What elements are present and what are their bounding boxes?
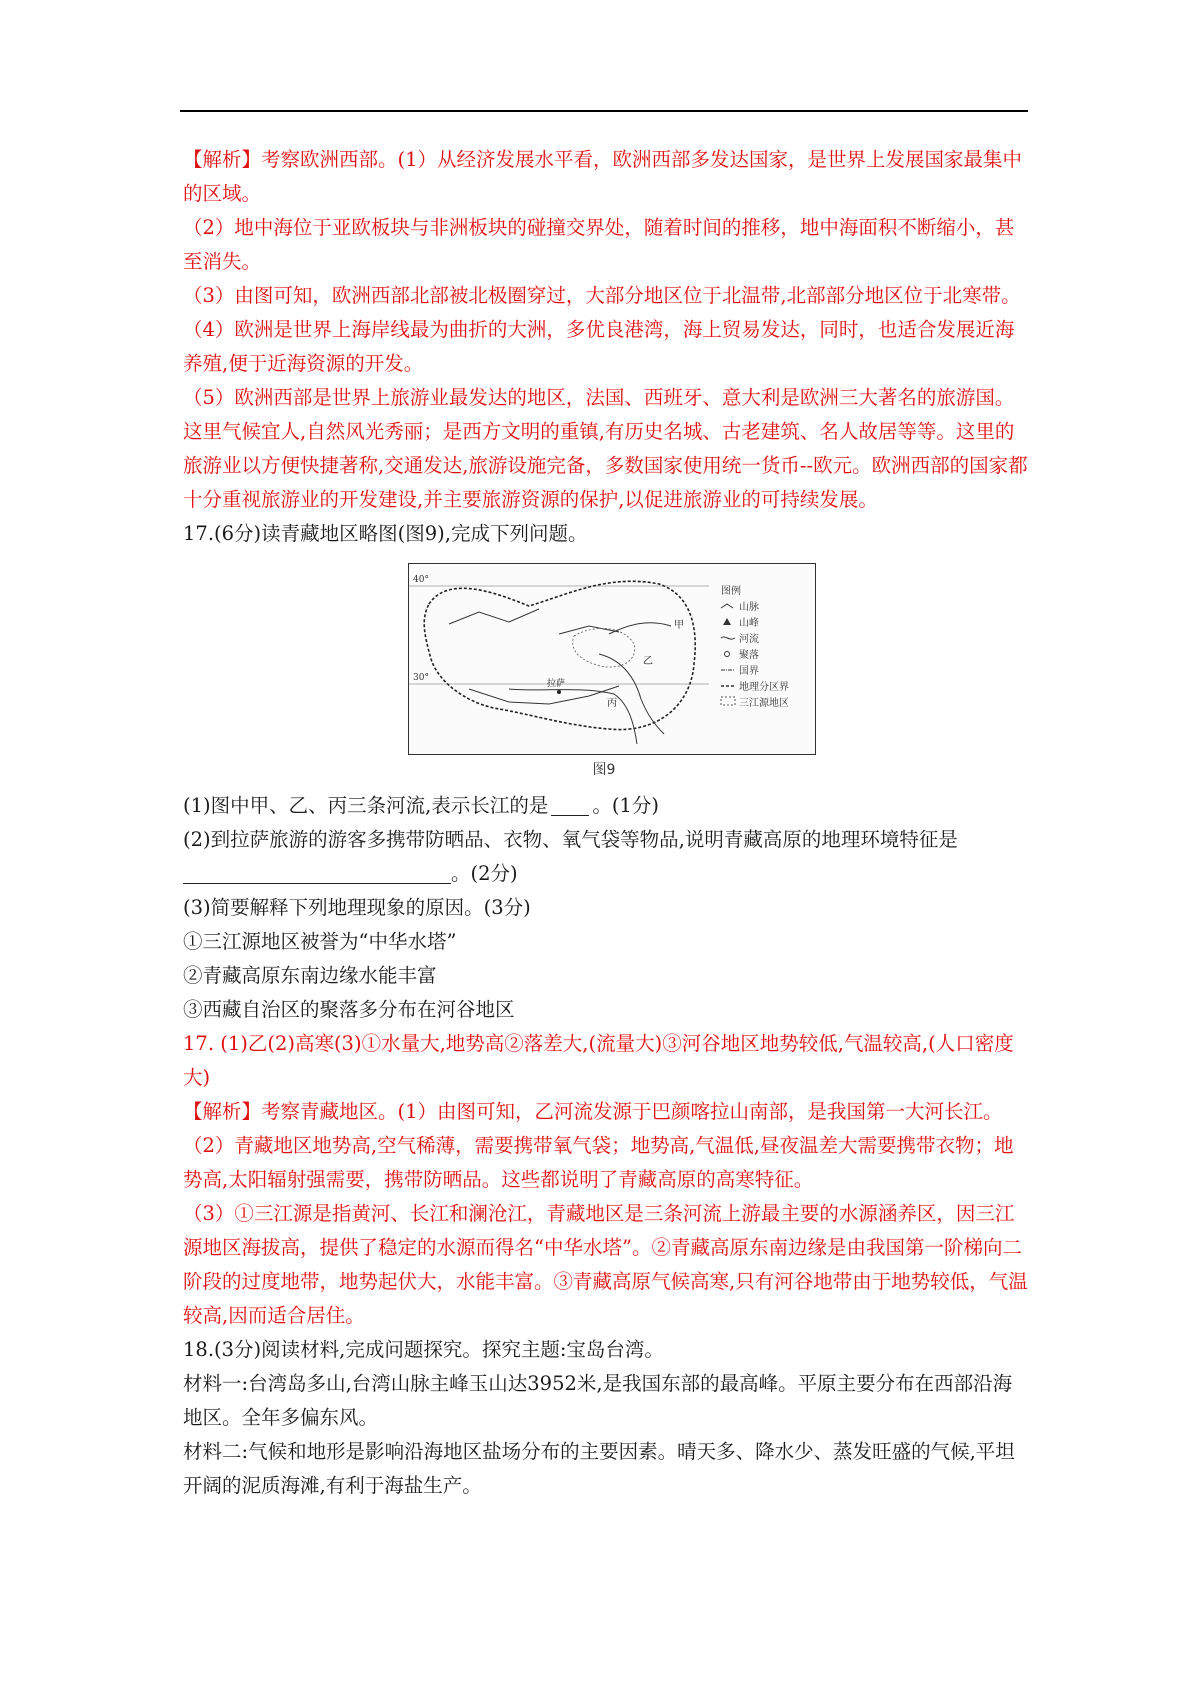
question-17-analysis-1: 【解析】考察青藏地区。(1）由图可知，乙河流发源于巴颜喀拉山南部，是我国第一大河长江。: [183, 1100, 1003, 1123]
mountain-range-kunlun: [449, 609, 539, 624]
lhasa-dot: [557, 690, 561, 694]
river-bing-label: 丙: [607, 698, 617, 709]
svg-text:国界: 国界: [739, 666, 759, 677]
question-17-item-1: ①三江源地区被誉为“中华水塔”: [183, 930, 457, 953]
svg-text:山峰: 山峰: [739, 618, 759, 629]
legend-item-region-boundary: [721, 680, 789, 693]
question-18-stem: 18.(3分)阅读材料,完成问题探究。探究主题:宝岛台湾。: [183, 1338, 664, 1361]
svg-text:河流: 河流: [739, 634, 759, 645]
analysis-item-2: （2）地中海位于亚欧板块与非洲板块的碰撞交界处，随着时间的推移，地中海面积不断缩小，甚至消失。: [183, 216, 1015, 273]
question-17-item-3: ③西藏自治区的聚落多分布在河谷地区: [183, 998, 515, 1021]
figure-caption: 图9: [592, 762, 616, 778]
answer-blank-2[interactable]: [183, 859, 451, 884]
svg-text:地理分区界: 地理分区界: [739, 682, 789, 693]
legend-item-peak: [723, 616, 759, 629]
river-jia-label: 甲: [674, 620, 684, 631]
question-17-part-3: (3)简要解释下列地理现象的原因。(3分): [183, 896, 531, 919]
question-17-analysis-2: （2）青藏地区地势高,空气稀薄，需要携带氧气袋；地势高,气温低,昼夜温差大需要携带衣物；地势高,太阳辐射强需要，携带防晒品。这些都说明了青藏高原的高寒特征。: [183, 1134, 1014, 1191]
legend-title: 图例: [721, 586, 741, 597]
river-bing: [509, 689, 637, 744]
lat40-label: 40°: [413, 575, 429, 585]
analysis-item-4: （4）欧洲是世界上海岸线最为曲折的大洲，多优良港湾，海上贸易发达，同时，也适合发展近海养殖,便于近海资源的开发。: [183, 318, 1015, 375]
legend-item-river: [721, 632, 759, 645]
river-yi: [599, 654, 664, 734]
legend-item-sanjiangyuan: [721, 696, 789, 709]
answer-blank-1[interactable]: [551, 793, 589, 816]
svg-text:三江源地区: 三江源地区: [739, 698, 789, 709]
question-17-part-2: (2)到拉萨旅游的游客多携带防晒品、衣物、氧气袋等物品,说明青藏高原的地理环境特征是 。(2分): [183, 828, 958, 885]
legend-item-border: [721, 665, 759, 677]
lat30-label: 30°: [413, 673, 429, 683]
legend-item-settlement: [725, 648, 760, 661]
analysis-item-5: （5）欧洲西部是世界上旅游业最发达的地区，法国、西班牙、意大利是欧洲三大著名的旅游国。这里气候宜人,自然风光秀丽；是西方文明的重镇,有历史名城、古老建筑、名人故居等等。这里的旅游业以方便快捷著称,交通发达,旅游设施完备，多数国家使用统一货币--欧元。欧洲西部的国家都十分重视旅游业的开发建设,并主要旅游资源的保护,以促进旅游业的可持续发展。: [183, 386, 1028, 511]
question-18-material-1: 材料一:台湾岛多山,台湾山脉主峰玉山达3952米,是我国东部的最高峰。平原主要分布在西部沿海地区。全年多偏东风。: [183, 1372, 1013, 1429]
analysis-item-3: （3）由图可知，欧洲西部北部被北极圈穿过，大部分地区位于北温带,北部部分地区位于北寒带。: [183, 284, 1021, 307]
map-drawing: [409, 564, 815, 754]
question-17-part-1: (1)图中甲、乙、丙三条河流,表示长江的是 。(1分): [183, 794, 659, 817]
qinghai-tibet-map: [408, 563, 816, 755]
sanjiangyuan-area: [573, 628, 635, 667]
map-figure: [392, 555, 816, 785]
mountain-range-himalaya: [469, 686, 619, 704]
document-body: [183, 143, 1029, 1503]
question-17-stem: 17.(6分)读青藏地区略图(图9),完成下列问题。: [183, 522, 588, 545]
analysis-intro: 【解析】考察欧洲西部。(1）从经济发展水平看，欧洲西部多发达国家，是世界上发展国家最集中的区域。: [183, 148, 1023, 205]
legend-item-mountain-range: [721, 600, 759, 613]
river-yi-label: 乙: [643, 656, 653, 667]
lhasa-label: 拉萨: [547, 679, 566, 689]
header-rule: [180, 110, 1028, 112]
svg-text:山脉: 山脉: [739, 602, 759, 613]
question-17-analysis-3: （3）①三江源是指黄河、长江和澜沧江，青藏地区是三条河流上游最主要的水源涵养区，因三江源地区海拔高，提供了稳定的水源而得名“中华水塔”。②青藏高原东南边缘是由我国第一阶梯向二阶段的过度地带，地势起伏大，水能丰富。③青藏高原气候高寒,只有河谷地带由于地势较低，气温较高,因而适合居住。: [183, 1202, 1028, 1327]
question-17-answer: 17. (1)乙(2)高寒(3)①水量大,地势高②落差大,(流量大)③河谷地区地势较低,气温较高,(人口密度大): [183, 1032, 1014, 1089]
question-17-item-2: ②青藏高原东南边缘水能丰富: [183, 964, 437, 987]
question-18-material-2: 材料二:气候和地形是影响沿海地区盐场分布的主要因素。晴天多、降水少、蒸发旺盛的气候,平坦开阔的泥质海滩,有利于海盐生产。: [183, 1440, 1015, 1497]
svg-text:聚落: 聚落: [739, 650, 759, 661]
region-boundary: [424, 581, 695, 729]
map-legend: [721, 584, 789, 709]
